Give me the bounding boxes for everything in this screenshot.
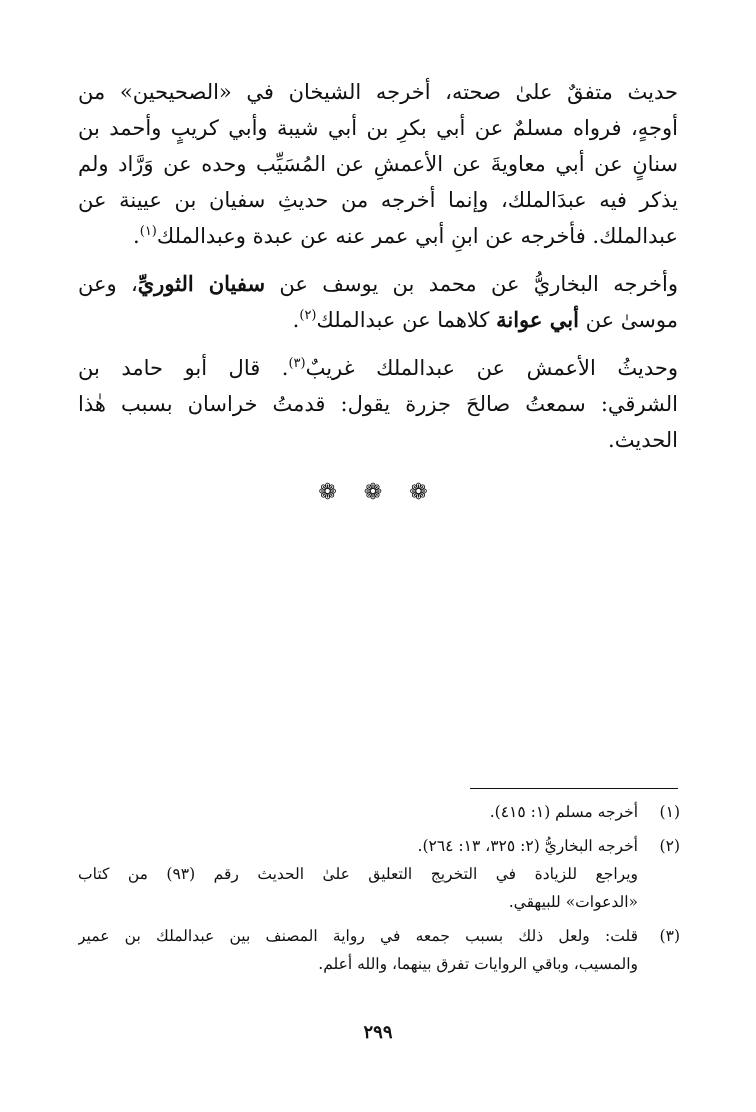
paragraph-2: [78, 266, 678, 338]
text-line: [78, 218, 678, 254]
text-line: [78, 302, 678, 338]
footnote-number: (٣): [659, 927, 680, 945]
paragraph-1: [78, 74, 678, 254]
footnote-line: «الدعوات» للبيهقي.: [508, 893, 638, 911]
text-fragment: وأخرجه البخاريُّ عن محمد بن يوسف عن: [265, 272, 678, 296]
text-fragment: ، وعن: [78, 272, 138, 296]
text-line: سنانٍ عن أبي معاويةَ عن الأعمشِ عن المُسَيِّب وحده عن وَرَّاد ولم: [78, 152, 678, 176]
text-line: أوجهٍ، فرواه مسلمٌ عن أبي بكرِ بن أبي شيبة وأبي كريبٍ وأحمد بن: [78, 116, 678, 140]
footnote-ref-2[interactable]: (٢): [299, 308, 317, 323]
bold-name: أبي عوانة: [496, 307, 579, 332]
text-fragment: كلاهما عن عبدالملك: [316, 308, 497, 332]
footnote-2: [78, 832, 680, 916]
text-fragment: .: [133, 224, 140, 248]
footnote-line: ويراجع للزيادة في التخريج التعليق علىٰ الحديث رقم (٩٣) من كتاب: [78, 865, 638, 883]
section-ornament: ❁ ❁ ❁: [318, 480, 438, 505]
text-line: حديث متفقٌ علىٰ صحته، أخرجه الشيخان في «الصحيحين» من: [78, 80, 678, 104]
text-line: [78, 350, 678, 386]
footnote-ref-3[interactable]: (٣): [288, 356, 306, 371]
bold-name: سفيان الثوريِّ: [137, 271, 266, 296]
text-fragment: موسىٰ عن: [578, 308, 678, 332]
text-fragment: .: [292, 308, 300, 332]
footnote-line: أخرجه البخاريُّ (٢: ٣٢٥، ١٣: ٢٦٤).: [417, 837, 638, 855]
main-text: [78, 74, 678, 470]
footnote-line: والمسيب، وباقي الروايات تفرق بينهما، والله أعلم.: [318, 955, 638, 973]
footnotes: [78, 796, 680, 984]
text-fragment: عبدالملك. فأخرجه عن ابنِ أبي عمر عنه عن عبدة وعبدالملك: [156, 224, 678, 248]
text-fragment: . قال أبو حامد بن: [78, 356, 289, 380]
footnote-number: (٢): [659, 837, 680, 855]
footnote-line: أخرجه مسلم (١: ٤١٥).: [489, 803, 638, 821]
text-line: الحديث.: [608, 428, 678, 452]
footnote-1: [78, 798, 680, 826]
footnote-3: [78, 922, 680, 978]
paragraph-3: [78, 350, 678, 458]
text-line: [78, 266, 678, 302]
text-fragment: وحديثُ الأعمش عن عبدالملك غريبٌ: [305, 356, 678, 380]
footnote-number: (١): [659, 803, 680, 821]
footnote-ref-1[interactable]: (١): [139, 224, 157, 239]
text-line: الشرقي: سمعتُ صالحَ جزرة يقول: قدمتُ خراسان بسبب هٰذا: [78, 392, 678, 416]
page-number: ٢٩٩: [363, 1022, 393, 1043]
text-line: يذكر فيه عبدَالملك، وإنما أخرجه من حديثِ سفيان بن عيينة عن: [78, 188, 678, 212]
footnote-line: قلت: ولعل ذلك بسبب جمعه في رواية المصنف بين عبدالملك بن عمير: [78, 927, 638, 945]
footnote-divider: [470, 788, 678, 789]
